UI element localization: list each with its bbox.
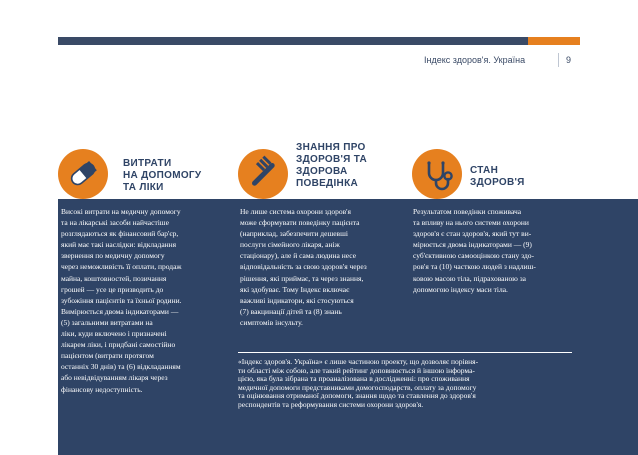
page-number: 9 xyxy=(566,55,572,65)
column-text-costs: Високі витрати на медичну допомогу та на лікарські засоби найчастіше розглядаються як фінансовий бар'єр, який має такі наслідки: відкладання звернення по медичну допомогу через неможливість її оплати, продаж майна, коштовностей, позичання грошей — усе це призводить до зубожіння пацієнтів та їхньої родини. Вимірюється двома індикаторами — (5) загальними витратами на ліки, куди включено і призначені лікарем ліки, і придбані самостійно пацієнтом (витрати протягом останніх 30 днів) та (6) відкладанням або невідвідуванням лікаря через фінансову недоступність. xyxy=(61,207,182,394)
project-note: «Індекс здоров'я. Україна» є лише частиною проекту, що дозволяє порівня- ти області між собою, але такий рейтинг доповнюється й іншою інформа- цією, яка була зібрана та проаналізована в дослідженні: про споживання медичної допомоги представниками домогосподарств, оплату за допомогу та оцінювання отриманої допомоги, знання щодо та ставлення до здоров'я респондентів та реформування системи охорони здоров'я. xyxy=(238,357,479,409)
column-title-knowledge: ЗНАННЯ ПРО ЗДОРОВ'Я ТА ЗДОРОВА ПОВЕДІНКА xyxy=(296,142,368,189)
header-rule-accent xyxy=(528,37,580,45)
header-separator xyxy=(558,53,559,67)
stethoscope-icon xyxy=(412,149,462,199)
header-title: Індекс здоров'я. Україна xyxy=(424,55,526,65)
column-text-health-status: Результатом поведінки споживача та впливу на нього системи охорони здоров'я є стан здоров'я, який тут ви- мірюється двома індикаторами — (9) суб'єктивною самооцінкою стану здо- ров'я та (10) часткою людей з надлиш- ковою масою тіла, підрахованою за допомогою індексу маси тіла. xyxy=(413,207,536,294)
note-divider xyxy=(238,352,572,353)
toothbrush-icon xyxy=(238,149,288,199)
column-text-knowledge: Не лише система охорони здоров'я може сформувати поведінку пацієнта (наприклад, забезпечити дешевші послуги сімейного лікаря, аніж стаціонару), але й сама людина несе відповідальність за свою здоров'я через рішення, які приймає, та через знання, які здобуває. Тому Індекс включає важливі індикатори, які стосуються (7) вакцинації дітей та (8) знань симптомів інсульту. xyxy=(240,207,367,327)
pill-icon xyxy=(58,149,108,199)
header-rule-navy xyxy=(58,37,528,45)
column-title-health-status: СТАН ЗДОРОВ'Я xyxy=(470,165,525,188)
column-title-costs: ВИТРАТИ НА ДОПОМОГУ ТА ЛІКИ xyxy=(123,158,202,193)
